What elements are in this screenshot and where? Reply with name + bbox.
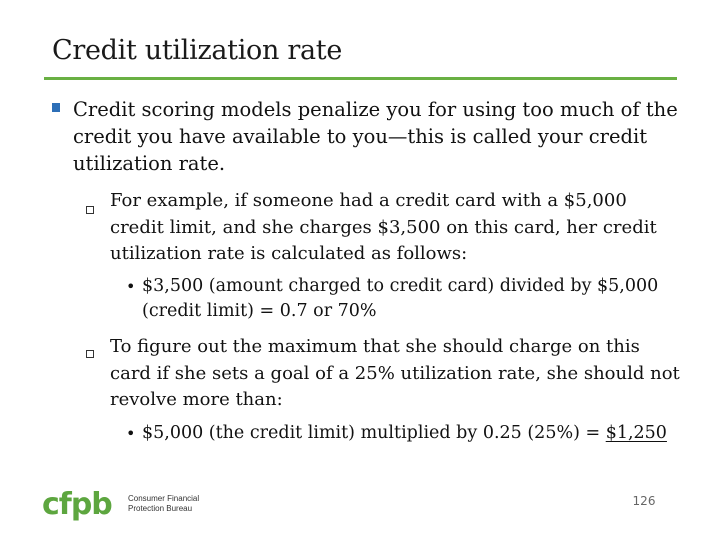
sub-bullet-text-2: To figure out the maximum that she should charge on this card if she sets a goal of a 25% utilization rate, she should not revolve more than: xyxy=(110,336,680,410)
sub-bullet-detail-2 xyxy=(142,421,682,446)
sub-bullet-detail-1: $3,500 (amount charged to credit card) divided by $5,000 (credit limit) = 0.7 or 70% xyxy=(142,276,659,321)
detail-result-amount: $1,250 xyxy=(605,423,667,443)
detail-calculation: $5,000 (the credit limit) multiplied by 0.25 (25%) = xyxy=(142,423,606,443)
title-divider xyxy=(44,77,677,80)
logo-subtitle: Consumer Financial Protection Bureau xyxy=(128,494,200,513)
cfpb-logo xyxy=(42,488,202,522)
hollow-square-bullet-icon xyxy=(86,350,94,358)
dot-bullet-icon: • xyxy=(126,424,136,443)
square-bullet-icon xyxy=(52,103,60,112)
main-bullet-text: Credit scoring models penalize you for using too much of the credit you have available to you—this is called your credit utilization rate. xyxy=(73,98,678,175)
logo-wordmark: cfpb xyxy=(42,487,112,522)
hollow-square-bullet-icon xyxy=(86,206,94,214)
slide-title: Credit utilization rate xyxy=(52,35,343,66)
page-number: 126 xyxy=(632,494,656,508)
dot-bullet-icon: • xyxy=(126,277,136,296)
sub-bullet-text-1: For example, if someone had a credit card with a $5,000 credit limit, and she charges $3,500 on this card, her credit utilization rate is calculated as follows: xyxy=(110,190,657,264)
